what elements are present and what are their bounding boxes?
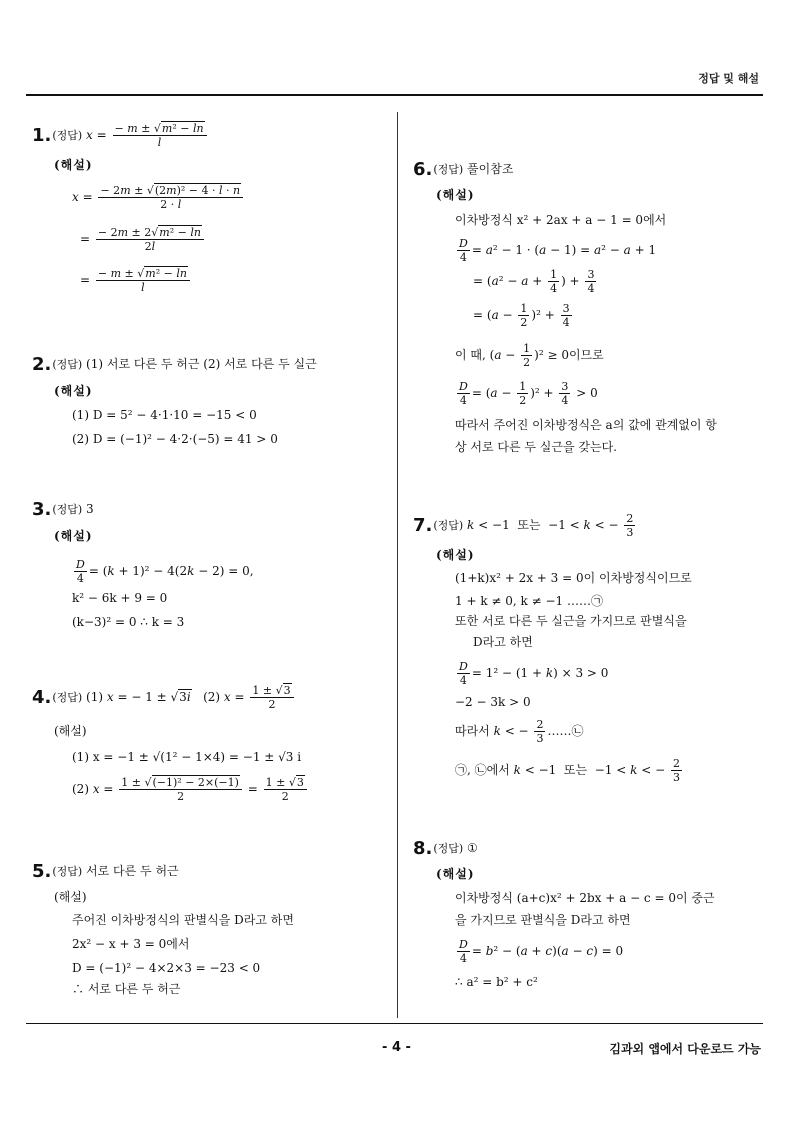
problem-6-solution-label: (해설) [436, 188, 475, 202]
problem-1-step-1: x = $\frac{\text{− 2m ± √(2m)² − 4 · l · n}}{2 \cdot l}$ [72, 184, 245, 211]
problem-2-step-1: (1) D = 5² − 4·1·10 = −15 < 0 [72, 408, 257, 422]
problem-3-answer: 3.(정답) 3 [32, 499, 94, 520]
column-divider [397, 112, 398, 1018]
problem-8-answer: 8.(정답) ① [413, 838, 478, 859]
problem-8-step-4: ∴ a² = b² + c² [455, 975, 538, 989]
problem-6-step-3: = (a² − a + $\frac{1}{4}$ ) + $\frac{3}{4}$ [473, 268, 595, 295]
problem-6-answer: 6.(정답) 풀이참조 [413, 159, 514, 180]
problem-7-step-7: 따라서 k < − $\frac{2}{3}$ ……㉡ [455, 718, 584, 745]
problem-2-solution-label: (해설) [54, 384, 93, 398]
problem-6-step-1: 이차방정식 x² + 2ax + a − 1 = 0에서 [455, 213, 667, 227]
problem-5-step-4: ∴ 서로 다른 두 허근 [72, 982, 181, 996]
problem-5-solution-label: (해설) [54, 890, 87, 904]
problem-7-answer: 7.(정답) k < −1 또는 −1 < k < − $\frac{2}{3}$ [413, 512, 634, 539]
problem-7-step-5: $\frac{D}{4}$ = 1² − (1 + k) × 3 > 0 [459, 660, 609, 687]
problem-4-step-2: (2) x = $\frac{\text{1 ± √(−1)² − 2×(−1)}}{2}$ = $\frac{1 \pm √3}{2}$ [72, 776, 309, 803]
problem-6-step-4: = (a − $\frac{1}{2}$ )² + $\frac{3}{4}$ [473, 302, 570, 329]
problem-8-step-3: $\frac{D}{4}$ = b² − (a + c)(a − c) = 0 [459, 938, 624, 965]
problem-3-step-3: (k−3)² = 0 ∴ k = 3 [72, 615, 185, 629]
problem-6-step-6: $\frac{D}{4}$ = (a − $\frac{1}{2}$ )² + $\frac{3}{4}$ > 0 [459, 380, 598, 407]
footer-note: 김과외 앱에서 다운로드 가능 [609, 1042, 761, 1056]
header-rule [26, 94, 763, 96]
problem-8-solution-label: (해설) [436, 867, 475, 881]
problem-3-step-1: $\frac{D}{4}$ = (k + 1)² − 4(2k − 2) = 0, [76, 558, 254, 585]
problem-2-answer: 2.(정답) (1) 서로 다른 두 허근 (2) 서로 다른 두 실근 [32, 354, 317, 375]
problem-4-solution-label: (해설) [54, 724, 87, 738]
problem-1-step-2: = $\frac{\text{− 2m ± 2√m² − ln}}{2l}$ [80, 226, 206, 253]
problem-6-step-2: $\frac{D}{4}$ = a² − 1 · (a − 1) = a² − a + 1 [459, 237, 657, 264]
problem-2-step-2: (2) D = (−1)² − 4·2·(−5) = 41 > 0 [72, 432, 278, 446]
problem-7-step-3: 또한 서로 다른 두 실근을 가지므로 판별식을 [455, 614, 687, 628]
problem-6-step-7: 따라서 주어진 이차방정식은 a의 값에 관계없이 항 [455, 418, 717, 432]
problem-3-solution-label: (해설) [54, 529, 93, 543]
problem-1-solution-label: (해설) [54, 158, 93, 172]
problem-5-step-3: D = (−1)² − 4×2×3 = −23 < 0 [72, 961, 261, 975]
problem-7-step-6: −2 − 3k > 0 [455, 695, 531, 709]
problem-5-answer: 5.(정답) 서로 다른 두 허근 [32, 861, 179, 882]
problem-6-step-8: 상 서로 다른 두 실근을 갖는다. [455, 440, 617, 454]
problem-1-step-3: = $\frac{\text{− m ± √m² − ln}}{l}$ [80, 267, 192, 294]
problem-7-step-2: 1 + k ≠ 0, k ≠ −1 ……㉠ [455, 594, 603, 608]
page-number: - 4 - [382, 1040, 411, 1055]
problem-4-answer: 4.(정답) (1) x = − 1 ± √3i (2) x = $\frac{1 \pm √3}{2}$ [32, 684, 296, 711]
footer-rule [26, 1023, 763, 1024]
problem-5-step-1: 주어진 이차방정식의 판별식을 D라고 하면 [72, 913, 294, 927]
problem-5-step-2: 2x² − x + 3 = 0에서 [72, 937, 190, 951]
problem-8-step-1: 이차방정식 (a+c)x² + 2bx + a − c = 0이 중근 [455, 891, 715, 905]
problem-8-step-2: 을 가지므로 판별식을 D라고 하면 [455, 913, 631, 927]
problem-3-step-2: k² − 6k + 9 = 0 [72, 591, 168, 605]
page-header: 정답 및 해설 [698, 72, 759, 85]
problem-7-step-1: (1+k)x² + 2x + 3 = 0이 이차방정식이므로 [455, 571, 692, 585]
problem-7-step-8: ㉠, ㉡에서 k < −1 또는 −1 < k < − $\frac{2}{3}$ [455, 757, 680, 784]
problem-7-solution-label: (해설) [436, 548, 475, 562]
problem-4-step-1: (1) x = −1 ± √(1² − 1×4) = −1 ± √3 i [72, 750, 302, 764]
problem-6-step-5: 이 때, (a − $\frac{1}{2}$ )² ≥ 0이므로 [455, 342, 604, 369]
problem-7-step-4: D라고 하면 [473, 635, 533, 649]
problem-1-answer: 1.(정답) x = $\frac{\text{− m ± √m² − ln}}{l}$ [32, 122, 209, 149]
